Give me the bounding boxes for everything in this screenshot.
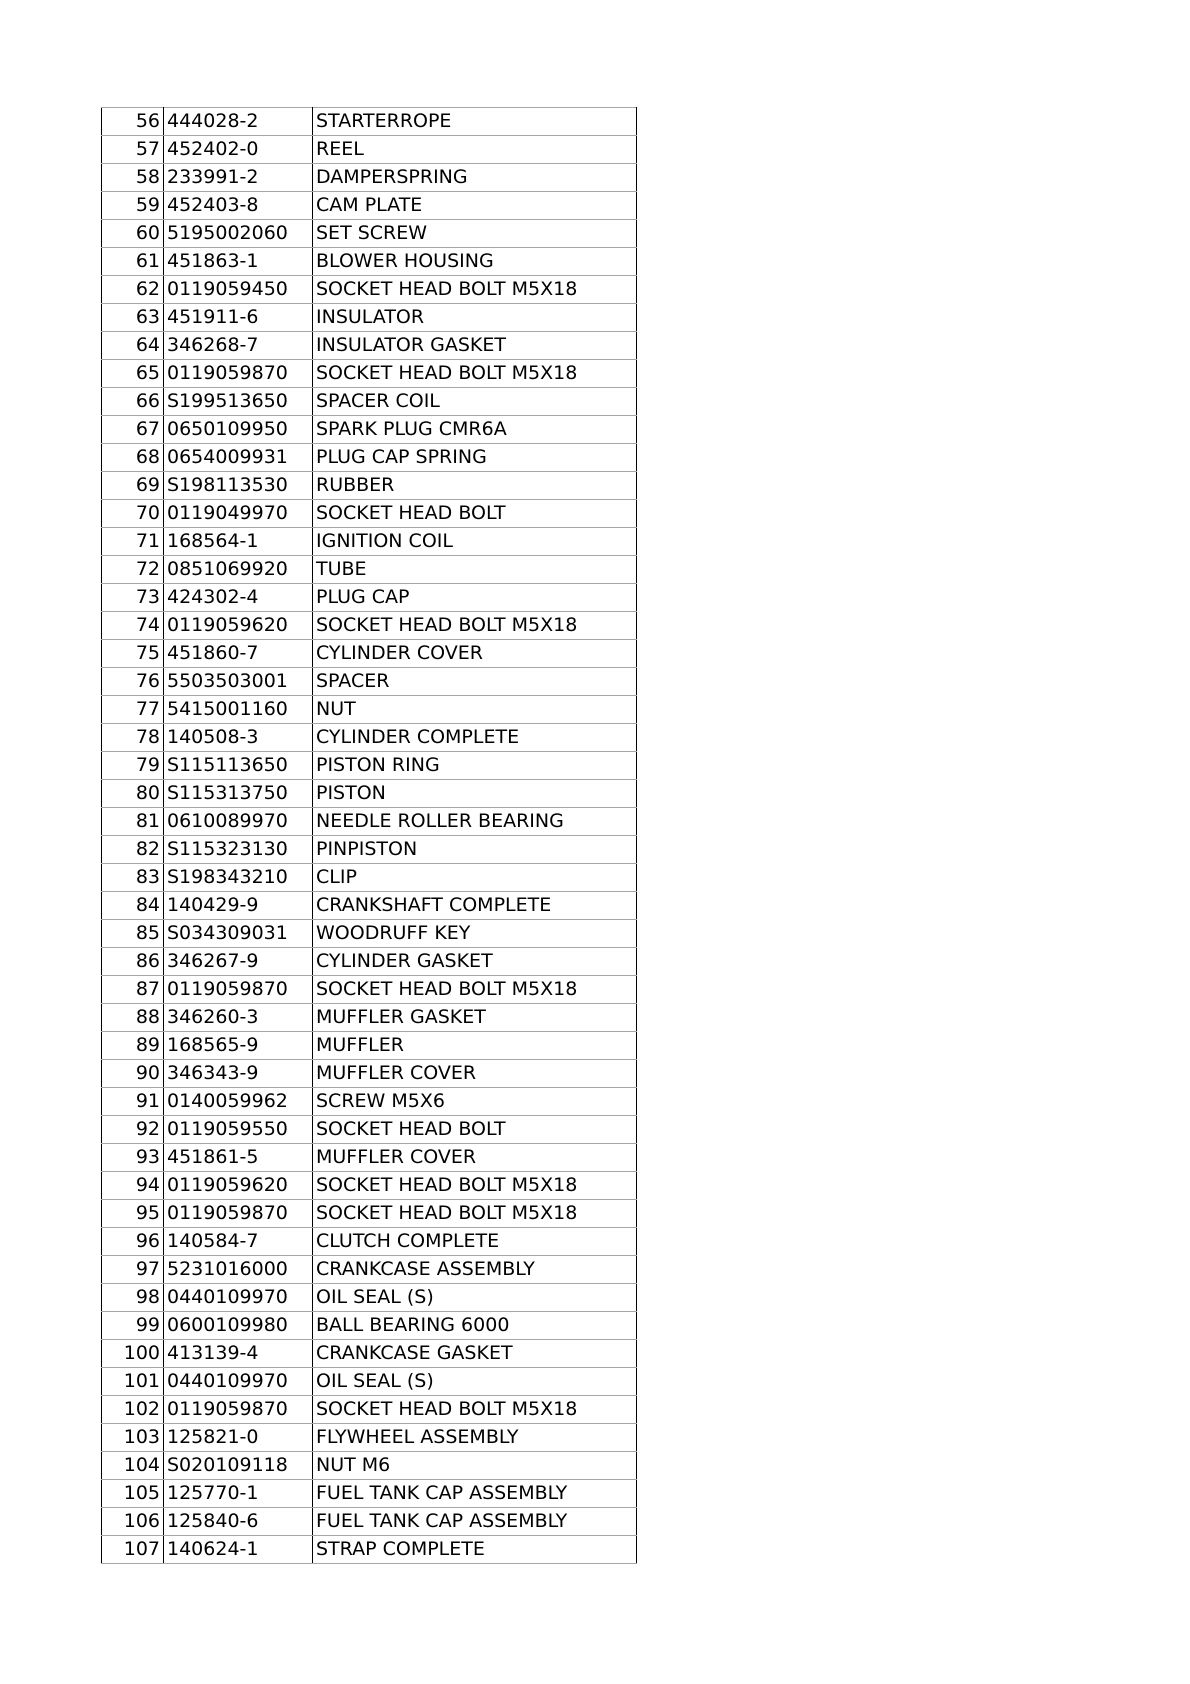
- item-number-cell: 103: [102, 1424, 164, 1452]
- description-cell: OIL SEAL (S): [313, 1284, 637, 1312]
- part-number-cell: 168565-9: [164, 1032, 313, 1060]
- table-row: [102, 388, 637, 416]
- table-row: [102, 864, 637, 892]
- part-number-cell: S034309031: [164, 920, 313, 948]
- description-cell: SOCKET HEAD BOLT M5X18: [313, 276, 637, 304]
- description-cell: BLOWER HOUSING: [313, 248, 637, 276]
- description-cell: SOCKET HEAD BOLT: [313, 500, 637, 528]
- table-row: [102, 1032, 637, 1060]
- description-cell: PISTON: [313, 780, 637, 808]
- item-number-cell: 100: [102, 1340, 164, 1368]
- description-cell: SPACER: [313, 668, 637, 696]
- description-cell: SOCKET HEAD BOLT: [313, 1116, 637, 1144]
- part-number-cell: 0600109980: [164, 1312, 313, 1340]
- description-cell: MUFFLER COVER: [313, 1060, 637, 1088]
- item-number-cell: 81: [102, 808, 164, 836]
- item-number-cell: 88: [102, 1004, 164, 1032]
- table-row: [102, 1200, 637, 1228]
- table-row: [102, 164, 637, 192]
- table-row: [102, 1508, 637, 1536]
- description-cell: DAMPERSPRING: [313, 164, 637, 192]
- part-number-cell: 451911-6: [164, 304, 313, 332]
- item-number-cell: 58: [102, 164, 164, 192]
- description-cell: SPARK PLUG CMR6A: [313, 416, 637, 444]
- item-number-cell: 65: [102, 360, 164, 388]
- table-row: [102, 752, 637, 780]
- item-number-cell: 95: [102, 1200, 164, 1228]
- item-number-cell: 77: [102, 696, 164, 724]
- item-number-cell: 61: [102, 248, 164, 276]
- item-number-cell: 78: [102, 724, 164, 752]
- part-number-cell: 0654009931: [164, 444, 313, 472]
- item-number-cell: 68: [102, 444, 164, 472]
- part-number-cell: S198343210: [164, 864, 313, 892]
- description-cell: CLIP: [313, 864, 637, 892]
- description-cell: OIL SEAL (S): [313, 1368, 637, 1396]
- table-row: [102, 1368, 637, 1396]
- description-cell: CYLINDER COMPLETE: [313, 724, 637, 752]
- table-row: [102, 1312, 637, 1340]
- item-number-cell: 79: [102, 752, 164, 780]
- item-number-cell: 75: [102, 640, 164, 668]
- part-number-cell: 5231016000: [164, 1256, 313, 1284]
- description-cell: CYLINDER COVER: [313, 640, 637, 668]
- item-number-cell: 97: [102, 1256, 164, 1284]
- table-row: [102, 444, 637, 472]
- description-cell: MUFFLER: [313, 1032, 637, 1060]
- item-number-cell: 66: [102, 388, 164, 416]
- item-number-cell: 102: [102, 1396, 164, 1424]
- table-row: [102, 1340, 637, 1368]
- table-row: [102, 528, 637, 556]
- description-cell: PINPISTON: [313, 836, 637, 864]
- table-row: [102, 1480, 637, 1508]
- part-number-cell: S198113530: [164, 472, 313, 500]
- table-row: [102, 696, 637, 724]
- item-number-cell: 101: [102, 1368, 164, 1396]
- item-number-cell: 57: [102, 136, 164, 164]
- description-cell: NUT M6: [313, 1452, 637, 1480]
- part-number-cell: 125821-0: [164, 1424, 313, 1452]
- item-number-cell: 69: [102, 472, 164, 500]
- item-number-cell: 91: [102, 1088, 164, 1116]
- description-cell: SOCKET HEAD BOLT M5X18: [313, 612, 637, 640]
- item-number-cell: 73: [102, 584, 164, 612]
- part-number-cell: 451861-5: [164, 1144, 313, 1172]
- description-cell: PLUG CAP: [313, 584, 637, 612]
- table-row: [102, 500, 637, 528]
- table-row: [102, 360, 637, 388]
- table-row: [102, 1060, 637, 1088]
- item-number-cell: 89: [102, 1032, 164, 1060]
- table-row: [102, 1004, 637, 1032]
- item-number-cell: 92: [102, 1116, 164, 1144]
- part-number-cell: 0610089970: [164, 808, 313, 836]
- table-row: [102, 1396, 637, 1424]
- item-number-cell: 67: [102, 416, 164, 444]
- part-number-cell: 0119049970: [164, 500, 313, 528]
- table-row: [102, 892, 637, 920]
- item-number-cell: 71: [102, 528, 164, 556]
- item-number-cell: 82: [102, 836, 164, 864]
- part-number-cell: 0119059620: [164, 1172, 313, 1200]
- item-number-cell: 62: [102, 276, 164, 304]
- part-number-cell: 346267-9: [164, 948, 313, 976]
- part-number-cell: 346268-7: [164, 332, 313, 360]
- parts-table: [101, 107, 637, 1564]
- part-number-cell: S020109118: [164, 1452, 313, 1480]
- description-cell: SOCKET HEAD BOLT M5X18: [313, 976, 637, 1004]
- item-number-cell: 85: [102, 920, 164, 948]
- item-number-cell: 74: [102, 612, 164, 640]
- item-number-cell: 83: [102, 864, 164, 892]
- description-cell: MUFFLER COVER: [313, 1144, 637, 1172]
- part-number-cell: S115113650: [164, 752, 313, 780]
- table-row: [102, 136, 637, 164]
- table-row: [102, 220, 637, 248]
- part-number-cell: 0440109970: [164, 1284, 313, 1312]
- part-number-cell: 5503503001: [164, 668, 313, 696]
- part-number-cell: 140584-7: [164, 1228, 313, 1256]
- table-row: [102, 1144, 637, 1172]
- description-cell: NUT: [313, 696, 637, 724]
- item-number-cell: 93: [102, 1144, 164, 1172]
- description-cell: SOCKET HEAD BOLT M5X18: [313, 360, 637, 388]
- part-number-cell: 451860-7: [164, 640, 313, 668]
- table-row: [102, 920, 637, 948]
- description-cell: FUEL TANK CAP ASSEMBLY: [313, 1508, 637, 1536]
- description-cell: CLUTCH COMPLETE: [313, 1228, 637, 1256]
- part-number-cell: 0119059450: [164, 276, 313, 304]
- description-cell: CRANKCASE GASKET: [313, 1340, 637, 1368]
- description-cell: TUBE: [313, 556, 637, 584]
- description-cell: SET SCREW: [313, 220, 637, 248]
- table-row: [102, 836, 637, 864]
- description-cell: SPACER COIL: [313, 388, 637, 416]
- item-number-cell: 80: [102, 780, 164, 808]
- part-number-cell: 5195002060: [164, 220, 313, 248]
- table-row: [102, 276, 637, 304]
- part-number-cell: 0119059620: [164, 612, 313, 640]
- part-number-cell: 451863-1: [164, 248, 313, 276]
- part-number-cell: 0650109950: [164, 416, 313, 444]
- table-row: [102, 416, 637, 444]
- description-cell: INSULATOR GASKET: [313, 332, 637, 360]
- description-cell: SOCKET HEAD BOLT M5X18: [313, 1200, 637, 1228]
- table-row: [102, 948, 637, 976]
- table-row: [102, 1424, 637, 1452]
- part-number-cell: 0140059962: [164, 1088, 313, 1116]
- part-number-cell: 0119059870: [164, 360, 313, 388]
- part-number-cell: 0119059870: [164, 1200, 313, 1228]
- description-cell: RUBBER: [313, 472, 637, 500]
- part-number-cell: S115323130: [164, 836, 313, 864]
- description-cell: CRANKCASE ASSEMBLY: [313, 1256, 637, 1284]
- item-number-cell: 76: [102, 668, 164, 696]
- part-number-cell: 346343-9: [164, 1060, 313, 1088]
- description-cell: SOCKET HEAD BOLT M5X18: [313, 1172, 637, 1200]
- item-number-cell: 98: [102, 1284, 164, 1312]
- part-number-cell: 0119059870: [164, 976, 313, 1004]
- part-number-cell: 168564-1: [164, 528, 313, 556]
- part-number-cell: 413139-4: [164, 1340, 313, 1368]
- part-number-cell: 233991-2: [164, 164, 313, 192]
- description-cell: STRAP COMPLETE: [313, 1536, 637, 1564]
- item-number-cell: 99: [102, 1312, 164, 1340]
- part-number-cell: 125840-6: [164, 1508, 313, 1536]
- part-number-cell: S115313750: [164, 780, 313, 808]
- table-row: [102, 1088, 637, 1116]
- item-number-cell: 87: [102, 976, 164, 1004]
- description-cell: SOCKET HEAD BOLT M5X18: [313, 1396, 637, 1424]
- part-number-cell: 424302-4: [164, 584, 313, 612]
- item-number-cell: 70: [102, 500, 164, 528]
- part-number-cell: 5415001160: [164, 696, 313, 724]
- description-cell: FUEL TANK CAP ASSEMBLY: [313, 1480, 637, 1508]
- table-row: [102, 472, 637, 500]
- description-cell: BALL BEARING 6000: [313, 1312, 637, 1340]
- item-number-cell: 86: [102, 948, 164, 976]
- part-number-cell: 0440109970: [164, 1368, 313, 1396]
- item-number-cell: 59: [102, 192, 164, 220]
- part-number-cell: 444028-2: [164, 108, 313, 136]
- description-cell: CRANKSHAFT COMPLETE: [313, 892, 637, 920]
- part-number-cell: 0119059550: [164, 1116, 313, 1144]
- parts-table-body: [102, 108, 637, 1564]
- description-cell: PISTON RING: [313, 752, 637, 780]
- table-row: [102, 612, 637, 640]
- item-number-cell: 107: [102, 1536, 164, 1564]
- table-row: [102, 1284, 637, 1312]
- part-number-cell: 140624-1: [164, 1536, 313, 1564]
- item-number-cell: 72: [102, 556, 164, 584]
- item-number-cell: 90: [102, 1060, 164, 1088]
- part-number-cell: 0851069920: [164, 556, 313, 584]
- table-row: [102, 724, 637, 752]
- part-number-cell: 452402-0: [164, 136, 313, 164]
- description-cell: STARTERROPE: [313, 108, 637, 136]
- description-cell: FLYWHEEL ASSEMBLY: [313, 1424, 637, 1452]
- table-row: [102, 976, 637, 1004]
- table-row: [102, 1228, 637, 1256]
- part-number-cell: 452403-8: [164, 192, 313, 220]
- part-number-cell: 125770-1: [164, 1480, 313, 1508]
- part-number-cell: S199513650: [164, 388, 313, 416]
- description-cell: WOODRUFF KEY: [313, 920, 637, 948]
- description-cell: INSULATOR: [313, 304, 637, 332]
- table-row: [102, 1536, 637, 1564]
- description-cell: CYLINDER GASKET: [313, 948, 637, 976]
- part-number-cell: 346260-3: [164, 1004, 313, 1032]
- table-row: [102, 668, 637, 696]
- item-number-cell: 96: [102, 1228, 164, 1256]
- description-cell: PLUG CAP SPRING: [313, 444, 637, 472]
- table-row: [102, 1116, 637, 1144]
- item-number-cell: 84: [102, 892, 164, 920]
- part-number-cell: 140429-9: [164, 892, 313, 920]
- table-row: [102, 640, 637, 668]
- description-cell: REEL: [313, 136, 637, 164]
- item-number-cell: 56: [102, 108, 164, 136]
- item-number-cell: 60: [102, 220, 164, 248]
- table-row: [102, 248, 637, 276]
- item-number-cell: 94: [102, 1172, 164, 1200]
- part-number-cell: 0119059870: [164, 1396, 313, 1424]
- table-row: [102, 1452, 637, 1480]
- item-number-cell: 64: [102, 332, 164, 360]
- table-row: [102, 304, 637, 332]
- table-row: [102, 192, 637, 220]
- description-cell: NEEDLE ROLLER BEARING: [313, 808, 637, 836]
- table-row: [102, 1172, 637, 1200]
- description-cell: CAM PLATE: [313, 192, 637, 220]
- table-row: [102, 1256, 637, 1284]
- table-row: [102, 332, 637, 360]
- item-number-cell: 104: [102, 1452, 164, 1480]
- item-number-cell: 63: [102, 304, 164, 332]
- item-number-cell: 105: [102, 1480, 164, 1508]
- table-row: [102, 556, 637, 584]
- description-cell: IGNITION COIL: [313, 528, 637, 556]
- item-number-cell: 106: [102, 1508, 164, 1536]
- description-cell: MUFFLER GASKET: [313, 1004, 637, 1032]
- table-row: [102, 808, 637, 836]
- table-row: [102, 108, 637, 136]
- part-number-cell: 140508-3: [164, 724, 313, 752]
- table-row: [102, 780, 637, 808]
- table-row: [102, 584, 637, 612]
- description-cell: SCREW M5X6: [313, 1088, 637, 1116]
